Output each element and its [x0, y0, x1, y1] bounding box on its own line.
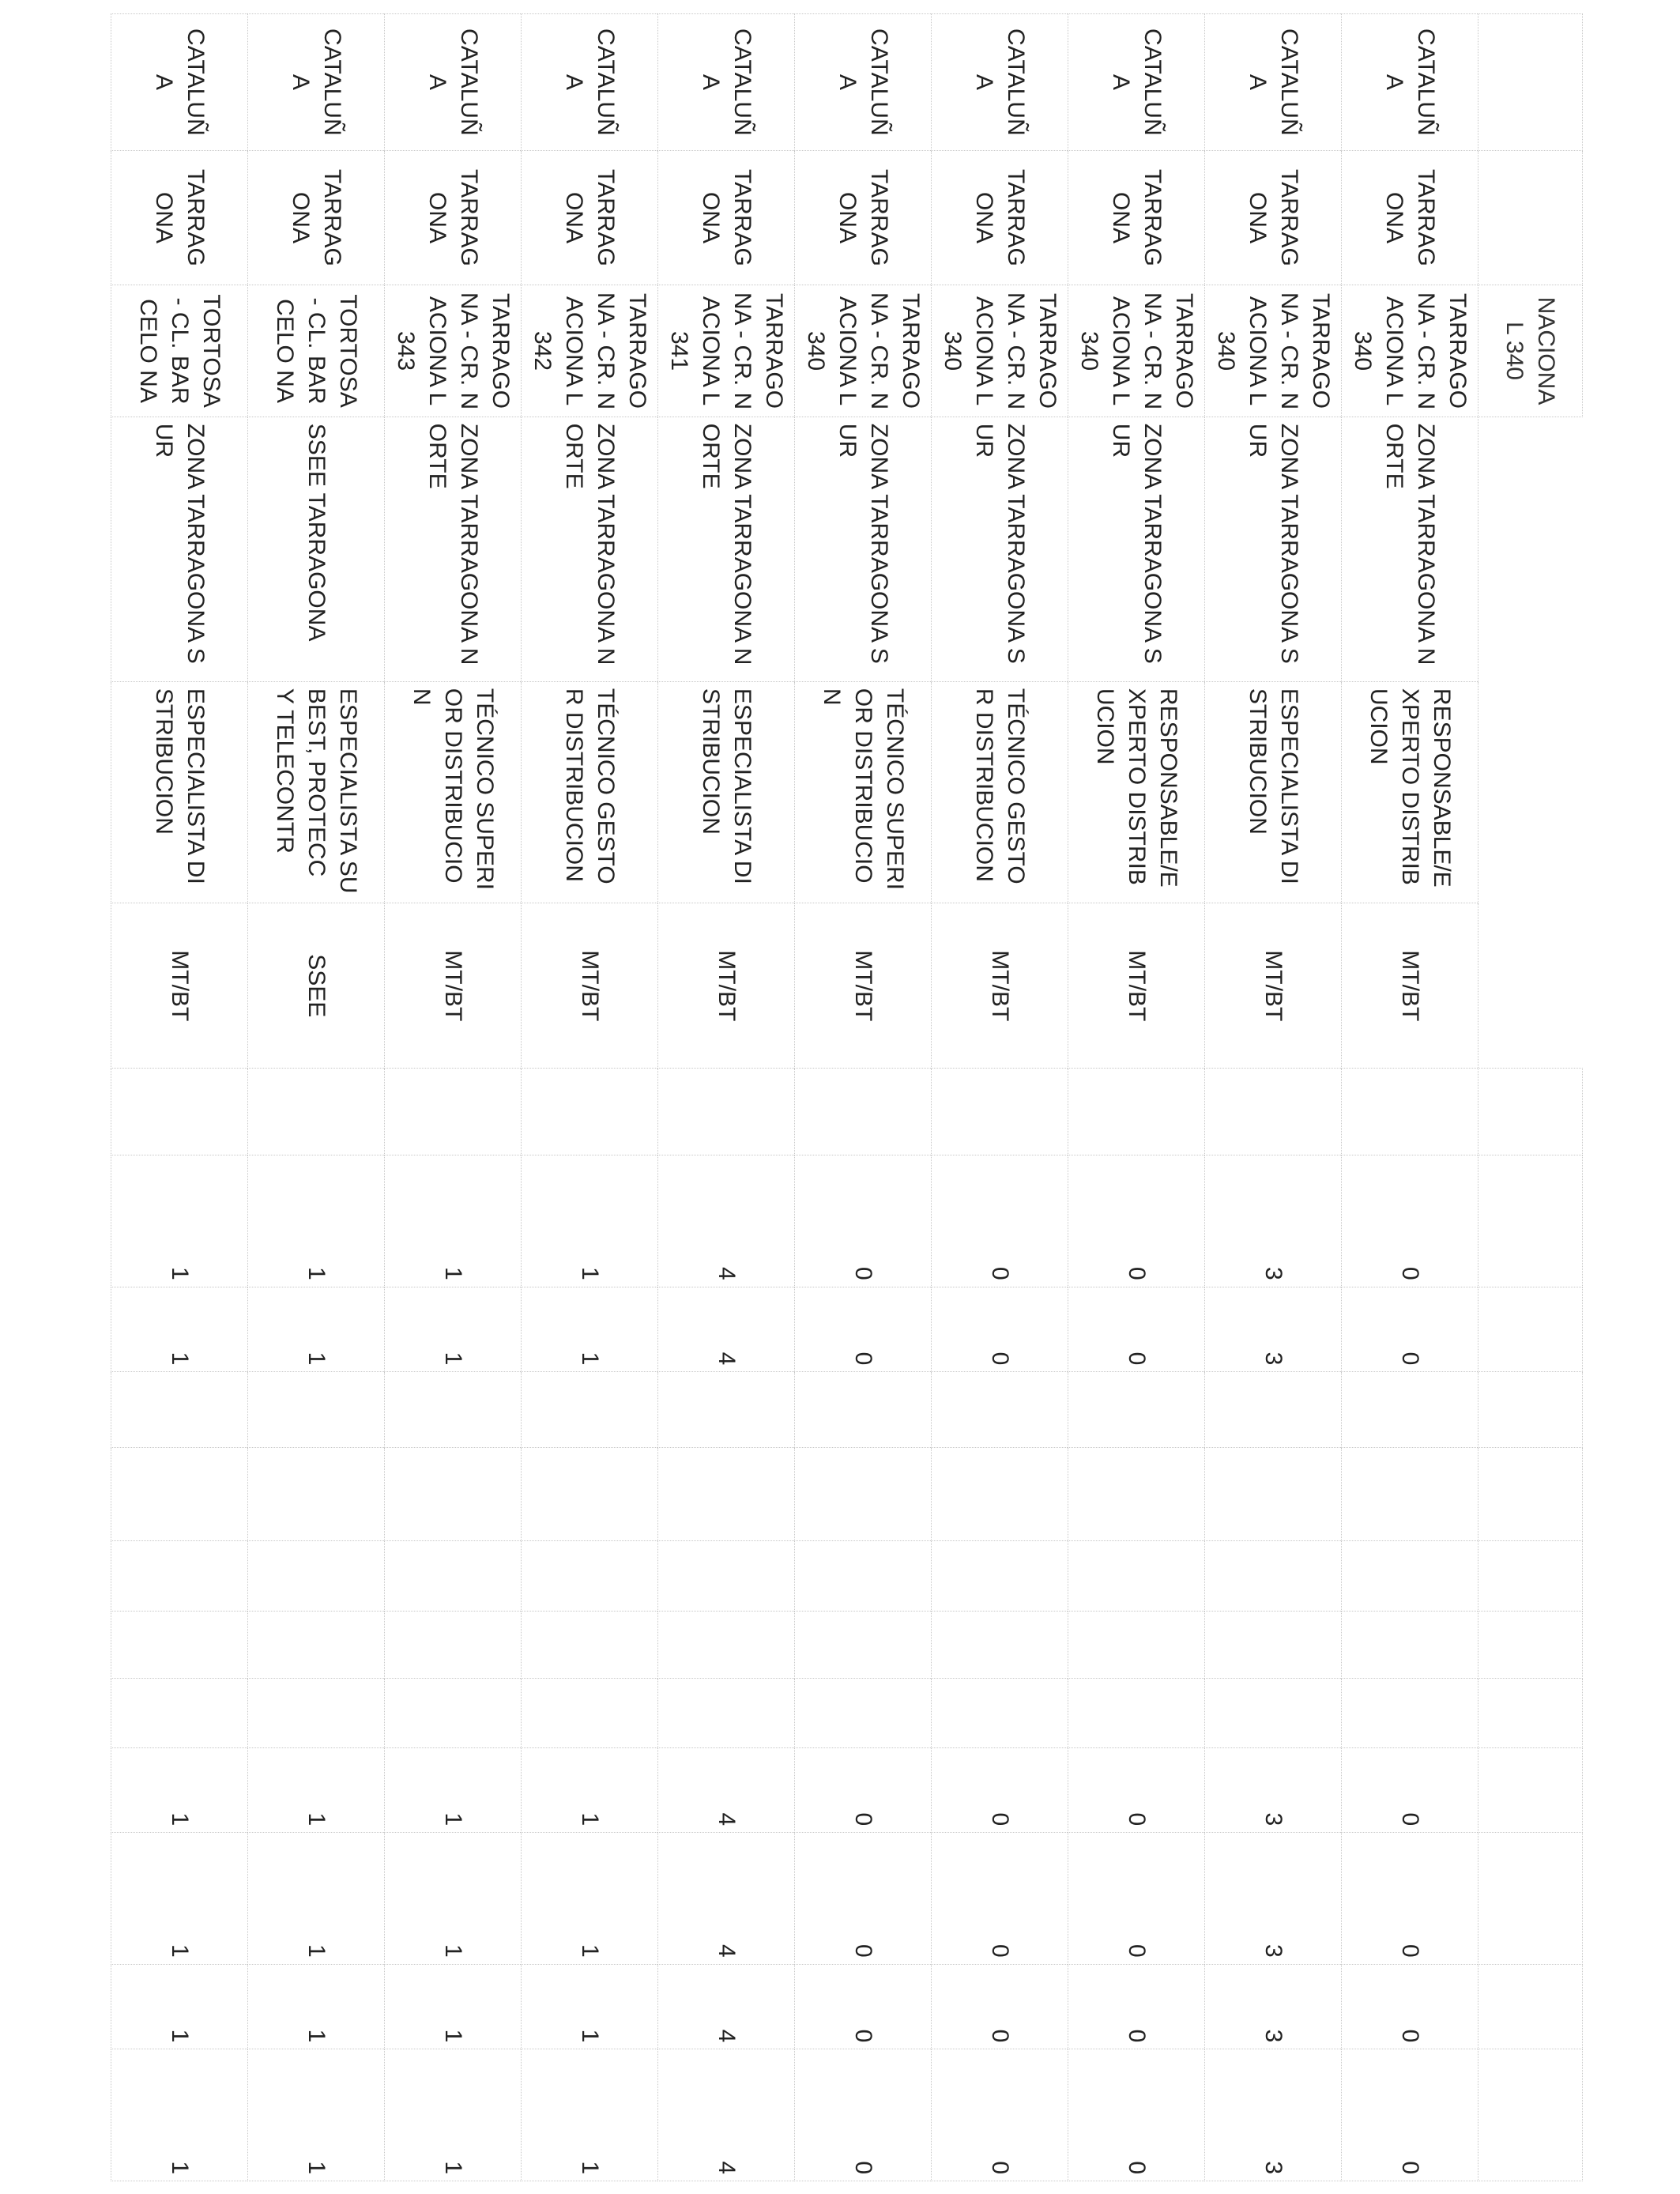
value-cell: 1 — [111, 1833, 248, 1965]
header-cell — [1478, 1964, 1583, 2049]
empty-cell — [522, 1679, 658, 1747]
table-row — [658, 14, 795, 2181]
value-cell: 0 — [1342, 1964, 1478, 2049]
empty-cell — [248, 1372, 385, 1447]
area-cell: SSEE — [248, 903, 385, 1069]
value-cell: 0 — [1068, 1287, 1205, 1372]
header-cell — [1478, 1447, 1583, 1540]
empty-cell — [795, 1611, 932, 1678]
zona-cell: ZONA TARRAGONA NORTE — [1342, 417, 1478, 681]
empty-cell — [932, 1447, 1068, 1540]
value-cell: 1 — [385, 1287, 522, 1372]
value-cell: 0 — [795, 2049, 932, 2181]
area-cell: MT/BT — [111, 903, 248, 1069]
table-row — [111, 14, 248, 2181]
value-cell: 4 — [658, 1747, 795, 1833]
header-cell — [1478, 1372, 1583, 1447]
localidad-cell: TARRAGO NA - CR. NACIONA L 340 — [1068, 285, 1205, 417]
provincia-cell: TARRAG ONA — [111, 150, 248, 285]
zona-cell: ZONA TARRAGONA SUR — [111, 417, 248, 681]
value-cell: 0 — [795, 1833, 932, 1965]
comunidad-cell: CATALUÑ A — [1205, 14, 1342, 151]
header-cell — [1478, 1747, 1583, 1833]
table-row — [248, 14, 385, 2181]
empty-cell — [1205, 1540, 1342, 1611]
empty-cell — [658, 1069, 795, 1155]
value-cell: 0 — [1342, 1287, 1478, 1372]
empty-cell — [1068, 1679, 1205, 1747]
comunidad-cell: CATALUÑ A — [111, 14, 248, 151]
area-cell: MT/BT — [1205, 903, 1342, 1069]
value-cell: 0 — [1342, 2049, 1478, 2181]
value-cell: 3 — [1205, 1747, 1342, 1833]
empty-cell — [1205, 1447, 1342, 1540]
empty-cell — [522, 1611, 658, 1678]
empty-cell — [932, 1679, 1068, 1747]
empty-cell — [1342, 1679, 1478, 1747]
value-cell: 0 — [1342, 1155, 1478, 1287]
comunidad-cell: CATALUÑ A — [1068, 14, 1205, 151]
empty-cell — [522, 1447, 658, 1540]
provincia-cell: TARRAG ONA — [1205, 150, 1342, 285]
provincia-cell: TARRAG ONA — [522, 150, 658, 285]
value-cell: 0 — [795, 1155, 932, 1287]
empty-cell — [248, 1540, 385, 1611]
localidad-cell: TARRAGO NA - CR. NACIONA L 340 — [932, 285, 1068, 417]
value-cell: 0 — [795, 1287, 932, 1372]
area-cell: MT/BT — [522, 903, 658, 1069]
empty-cell — [658, 1447, 795, 1540]
value-cell: 1 — [522, 1833, 658, 1965]
provincia-cell: TARRAG ONA — [795, 150, 932, 285]
puesto-cell: RESPONSABLE/E XPERTO DISTRIBUCION — [1068, 681, 1205, 903]
empty-cell — [795, 1069, 932, 1155]
value-cell: 4 — [658, 2049, 795, 2181]
comunidad-cell: CATALUÑ A — [932, 14, 1068, 151]
empty-cell — [1068, 1069, 1205, 1155]
value-cell: 1 — [522, 2049, 658, 2181]
value-cell: 1 — [385, 1964, 522, 2049]
value-cell: 0 — [932, 1964, 1068, 2049]
area-cell: MT/BT — [795, 903, 932, 1069]
header-cell — [1478, 1287, 1583, 1372]
empty-cell — [1205, 1372, 1342, 1447]
empty-cell — [385, 1611, 522, 1678]
empty-cell — [795, 1679, 932, 1747]
header-cell — [1478, 1679, 1583, 1747]
empty-cell — [522, 1372, 658, 1447]
table-row — [1205, 14, 1342, 2181]
empty-cell — [795, 1447, 932, 1540]
empty-cell — [932, 1372, 1068, 1447]
empty-cell — [1205, 1679, 1342, 1747]
empty-cell — [1342, 1540, 1478, 1611]
area-cell: MT/BT — [658, 903, 795, 1069]
empty-cell — [248, 1069, 385, 1155]
value-cell: 1 — [111, 2049, 248, 2181]
header-cell — [1478, 14, 1583, 151]
empty-cell — [1068, 1372, 1205, 1447]
zona-cell: ZONA TARRAGONA SUR — [1068, 417, 1205, 681]
header-cell — [1478, 903, 1583, 1069]
value-cell: 0 — [795, 1964, 932, 2049]
value-cell: 0 — [795, 1747, 932, 1833]
empty-cell — [795, 1372, 932, 1447]
value-cell: 0 — [932, 1747, 1068, 1833]
value-cell: 1 — [385, 1747, 522, 1833]
empty-cell — [1205, 1069, 1342, 1155]
localidad-cell: TARRAGO NA - CR. NACIONA L 340 — [795, 285, 932, 417]
table-row — [1068, 14, 1205, 2181]
empty-cell — [248, 1447, 385, 1540]
puesto-cell: RESPONSABLE/E XPERTO DISTRIBUCION — [1342, 681, 1478, 903]
empty-cell — [1068, 1540, 1205, 1611]
empty-cell — [248, 1679, 385, 1747]
area-cell: MT/BT — [932, 903, 1068, 1069]
comunidad-cell: CATALUÑ A — [1342, 14, 1478, 151]
table-row — [795, 14, 932, 2181]
provincia-cell: TARRAG ONA — [385, 150, 522, 285]
value-cell: 1 — [248, 2049, 385, 2181]
comunidad-cell: CATALUÑ A — [248, 14, 385, 151]
value-cell: 0 — [1342, 1747, 1478, 1833]
empty-cell — [111, 1372, 248, 1447]
value-cell: 0 — [932, 2049, 1068, 2181]
header-cell — [1478, 681, 1583, 903]
empty-cell — [1068, 1611, 1205, 1678]
localidad-cell: TORTOSA - CL. BARCELO NA — [111, 285, 248, 417]
header-localidad: NACIONA L 340 — [1478, 285, 1583, 417]
value-cell: 1 — [248, 1155, 385, 1287]
empty-cell — [522, 1540, 658, 1611]
header-cell — [1478, 1611, 1583, 1678]
value-cell: 0 — [1068, 2049, 1205, 2181]
empty-cell — [1068, 1447, 1205, 1540]
empty-cell — [522, 1069, 658, 1155]
empty-cell — [658, 1679, 795, 1747]
localidad-cell: TARRAGO NA - CR. NACIONA L 343 — [385, 285, 522, 417]
value-cell: 1 — [248, 1964, 385, 2049]
value-cell: 0 — [932, 1833, 1068, 1965]
provincia-cell: TARRAG ONA — [932, 150, 1068, 285]
empty-cell — [932, 1540, 1068, 1611]
value-cell: 3 — [1205, 2049, 1342, 2181]
empty-cell — [1342, 1447, 1478, 1540]
empty-cell — [111, 1611, 248, 1678]
table-row — [522, 14, 658, 2181]
localidad-cell: TARRAGO NA - CR. NACIONA L 340 — [1342, 285, 1478, 417]
value-cell: 1 — [385, 1833, 522, 1965]
empty-cell — [1342, 1611, 1478, 1678]
rotated-sheet — [104, 13, 1583, 2181]
staff-table — [111, 13, 1583, 2181]
value-cell: 1 — [522, 1964, 658, 2049]
puesto-cell: TÉCNICO SUPERIOR DISTRIBUCION — [385, 681, 522, 903]
value-cell: 0 — [1342, 1833, 1478, 1965]
comunidad-cell: CATALUÑ A — [795, 14, 932, 151]
empty-cell — [385, 1540, 522, 1611]
table-row — [1342, 14, 1478, 2181]
value-cell: 4 — [658, 1287, 795, 1372]
value-cell: 1 — [522, 1155, 658, 1287]
zona-cell: ZONA TARRAGONA NORTE — [385, 417, 522, 681]
value-cell: 3 — [1205, 1287, 1342, 1372]
zona-cell: ZONA TARRAGONA SUR — [795, 417, 932, 681]
zona-cell: ZONA TARRAGONA SUR — [1205, 417, 1342, 681]
zona-cell: ZONA TARRAGONA SUR — [932, 417, 1068, 681]
value-cell: 0 — [1068, 1964, 1205, 2049]
header-cell — [1478, 1540, 1583, 1611]
localidad-cell: TARRAGO NA - CR. NACIONA L 340 — [1205, 285, 1342, 417]
value-cell: 0 — [932, 1287, 1068, 1372]
localidad-cell: TORTOSA - CL. BARCELO NA — [248, 285, 385, 417]
empty-cell — [932, 1069, 1068, 1155]
header-cell — [1478, 1833, 1583, 1965]
empty-cell — [385, 1069, 522, 1155]
value-cell: 1 — [385, 1155, 522, 1287]
provincia-cell: TARRAG ONA — [1068, 150, 1205, 285]
value-cell: 1 — [111, 1155, 248, 1287]
value-cell: 3 — [1205, 1155, 1342, 1287]
header-cell — [1478, 1155, 1583, 1287]
empty-cell — [385, 1679, 522, 1747]
empty-cell — [1342, 1372, 1478, 1447]
zona-cell: ZONA TARRAGONA NORTE — [522, 417, 658, 681]
value-cell: 4 — [658, 1833, 795, 1965]
comunidad-cell: CATALUÑ A — [385, 14, 522, 151]
localidad-cell: TARRAGO NA - CR. NACIONA L 342 — [522, 285, 658, 417]
empty-cell — [248, 1611, 385, 1678]
empty-cell — [658, 1540, 795, 1611]
header-cell — [1478, 2049, 1583, 2181]
puesto-cell: ESPECIALISTA DISTRIBUCION — [111, 681, 248, 903]
empty-cell — [932, 1611, 1068, 1678]
empty-cell — [658, 1611, 795, 1678]
empty-cell — [658, 1372, 795, 1447]
zona-cell: SSEE TARRAGONA — [248, 417, 385, 681]
value-cell: 1 — [248, 1747, 385, 1833]
header-row — [1478, 14, 1583, 2181]
table-row — [385, 14, 522, 2181]
puesto-cell: TÉCNICO GESTOR DISTRIBUCION — [932, 681, 1068, 903]
puesto-cell: ESPECIALISTA DISTRIBUCION — [1205, 681, 1342, 903]
provincia-cell: TARRAG ONA — [248, 150, 385, 285]
empty-cell — [111, 1069, 248, 1155]
empty-cell — [111, 1447, 248, 1540]
value-cell: 1 — [111, 1747, 248, 1833]
value-cell: 1 — [248, 1287, 385, 1372]
value-cell: 0 — [1068, 1155, 1205, 1287]
area-cell: MT/BT — [1068, 903, 1205, 1069]
empty-cell — [1205, 1611, 1342, 1678]
value-cell: 1 — [111, 1964, 248, 2049]
value-cell: 1 — [522, 1747, 658, 1833]
value-cell: 0 — [932, 1155, 1068, 1287]
localidad-cell: TARRAGO NA - CR. NACIONA L 341 — [658, 285, 795, 417]
puesto-cell: TÉCNICO SUPERIOR DISTRIBUCION — [795, 681, 932, 903]
provincia-cell: TARRAG ONA — [1342, 150, 1478, 285]
comunidad-cell: CATALUÑ A — [522, 14, 658, 151]
comunidad-cell: CATALUÑ A — [658, 14, 795, 151]
zona-cell: ZONA TARRAGONA NORTE — [658, 417, 795, 681]
empty-cell — [1342, 1069, 1478, 1155]
value-cell: 1 — [385, 2049, 522, 2181]
empty-cell — [385, 1372, 522, 1447]
value-cell: 0 — [1068, 1833, 1205, 1965]
header-cell — [1478, 150, 1583, 285]
value-cell: 3 — [1205, 1833, 1342, 1965]
puesto-cell: ESPECIALISTA SUBEST, PROTECC Y TELECONTR — [248, 681, 385, 903]
empty-cell — [111, 1540, 248, 1611]
area-cell: MT/BT — [385, 903, 522, 1069]
empty-cell — [795, 1540, 932, 1611]
value-cell: 4 — [658, 1964, 795, 2049]
header-cell — [1478, 1069, 1583, 1155]
value-cell: 4 — [658, 1155, 795, 1287]
table-row — [932, 14, 1068, 2181]
value-cell: 1 — [248, 1833, 385, 1965]
puesto-cell: ESPECIALISTA DISTRIBUCION — [658, 681, 795, 903]
puesto-cell: TÉCNICO GESTOR DISTRIBUCION — [522, 681, 658, 903]
value-cell: 3 — [1205, 1964, 1342, 2049]
area-cell: MT/BT — [1342, 903, 1478, 1069]
header-cell — [1478, 417, 1583, 681]
value-cell: 0 — [1068, 1747, 1205, 1833]
empty-cell — [385, 1447, 522, 1540]
provincia-cell: TARRAG ONA — [658, 150, 795, 285]
value-cell: 1 — [522, 1287, 658, 1372]
empty-cell — [111, 1679, 248, 1747]
value-cell: 1 — [111, 1287, 248, 1372]
